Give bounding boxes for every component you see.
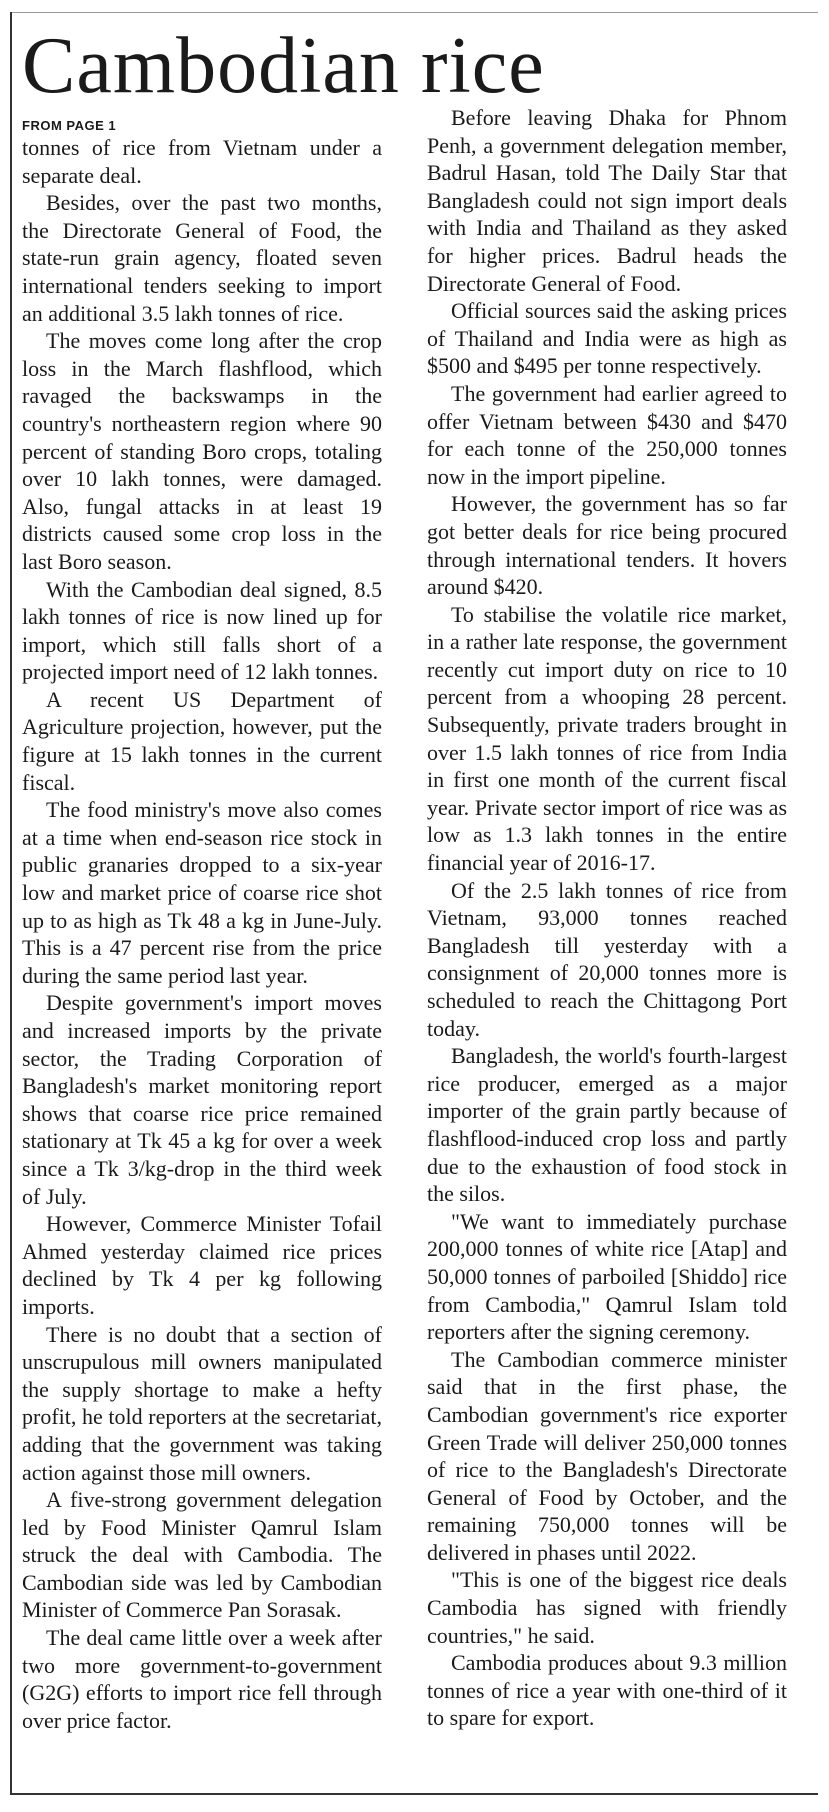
paragraph: The Cambodian commerce minister said that in the first phase, the Cambodian government's rice exporter Green Trade will deliver 250,000 tonnes of rice to the Bangladesh's Directorate General of Food by October, and the remaining 750,000 tonnes will be delivered in phases until 2022.: [427, 1346, 787, 1565]
paragraph: Official sources said the asking prices of Thailand and India were as high as $500 and $495 per tonne respectively.: [427, 298, 787, 379]
paragraph: Cambodia produces about 9.3 million tonnes of rice a year with one-third of it to spare for export.: [427, 1650, 787, 1731]
paragraph: With the Cambodian deal signed, 8.5 lakh tonnes of rice is now lined up for import, which still falls short of a projected import need of 12 lakh tonnes.: [22, 576, 382, 685]
paragraph: To stabilise the volatile rice market, in a rather late response, the government recently cut import duty on rice to 10 percent from a whooping 28 percent. Subsequently, private traders brought in over 1.5 lakh tonnes of rice from India in first one month of the current fiscal year. Private sector import of rice was as low as 1.3 lakh tonnes in the entire financial year of 2016-17.: [427, 601, 787, 876]
paragraph: "We want to immediately purchase 200,000 tonnes of white rice [Atap] and 50,000 tonnes of parboiled [Shiddo] rice from Cambodia," Qamrul Islam told reporters after the signing ceremony.: [427, 1208, 787, 1345]
paragraph: "This is one of the biggest rice deals Cambodia has signed with friendly countries," he said.: [427, 1567, 787, 1648]
paragraph: tonnes of rice from Vietnam under a separate deal.: [22, 135, 382, 188]
paragraph: A five-strong government delegation led by Food Minister Qamrul Islam struck the deal with Cambodia. The Cambodian side was led by Cambodian Minister of Commerce Pan Sorasak.: [22, 1487, 382, 1623]
paragraph: The moves come long after the crop loss in the March flashflood, which ravaged the backswamps in the country's northeastern region where 90 percent of standing Boro crops, totaling over 10 lakh tonnes, were damaged. Also, fungal attacks in at least 19 districts caused some crop loss in the last Boro season.: [22, 328, 382, 574]
paragraph: The government had earlier agreed to offer Vietnam between $430 and $470 for each tonne of the 250,000 tonnes now in the import pipeline.: [427, 380, 787, 489]
paragraph: Despite government's import moves and increased imports by the private sector, the Trading Corporation of Bangladesh's market monitoring report shows that coarse rice price remained stationary at Tk 45 a kg for over a week since a Tk 3/kg-drop in the third week of July.: [22, 990, 382, 1209]
headline: Cambodian rice: [22, 22, 545, 110]
paragraph: Before leaving Dhaka for Phnom Penh, a government delegation member, Badrul Hasan, told The Daily Star that Bangladesh could not sign import deals with India and Thailand as they asked for higher prices. Badrul heads the Directorate General of Food.: [427, 105, 787, 296]
kicker: FROM PAGE 1: [22, 118, 117, 133]
paragraph: Bangladesh, the world's fourth-largest rice producer, emerged as a major importer of the grain partly because of flashflood-induced crop loss and partly due to the exhaustion of food stock in the silos.: [427, 1043, 787, 1207]
left-column: [22, 118, 382, 1734]
paragraph: The food ministry's move also comes at a time when end-season rice stock in public granaries dropped to a six-year low and market price of coarse rice shot up to as high as Tk 48 a kg in June-July. This is a 47 percent rise from the price during the same period last year.: [22, 797, 382, 988]
paragraph: However, Commerce Minister Tofail Ahmed yesterday claimed rice prices declined by Tk 4 per kg following imports.: [22, 1211, 382, 1319]
paragraph: There is no doubt that a section of unscrupulous mill owners manipulated the supply shortage to make a hefty profit, he told reporters at the secretariat, adding that the government was taking action against those mill owners.: [22, 1321, 382, 1485]
paragraph: The deal came little over a week after two more government-to-government (G2G) efforts to import rice fell through over price factor.: [22, 1625, 382, 1733]
paragraph: Besides, over the past two months, the Directorate General of Food, the state-run grain agency, floated seven international tenders seeking to import an additional 3.5 lakh tonnes of rice.: [22, 190, 382, 326]
right-column: [427, 104, 787, 1732]
paragraph: Of the 2.5 lakh tonnes of rice from Vietnam, 93,000 tonnes reached Bangladesh till yesterday with a consignment of 20,000 tonnes more is scheduled to reach the Chittagong Port today.: [427, 877, 787, 1041]
paragraph: However, the government has so far got better deals for rice being procured through international tenders. It hovers around $420.: [427, 491, 787, 600]
paragraph: A recent US Department of Agriculture projection, however, put the figure at 15 lakh tonnes in the current fiscal.: [22, 686, 382, 795]
